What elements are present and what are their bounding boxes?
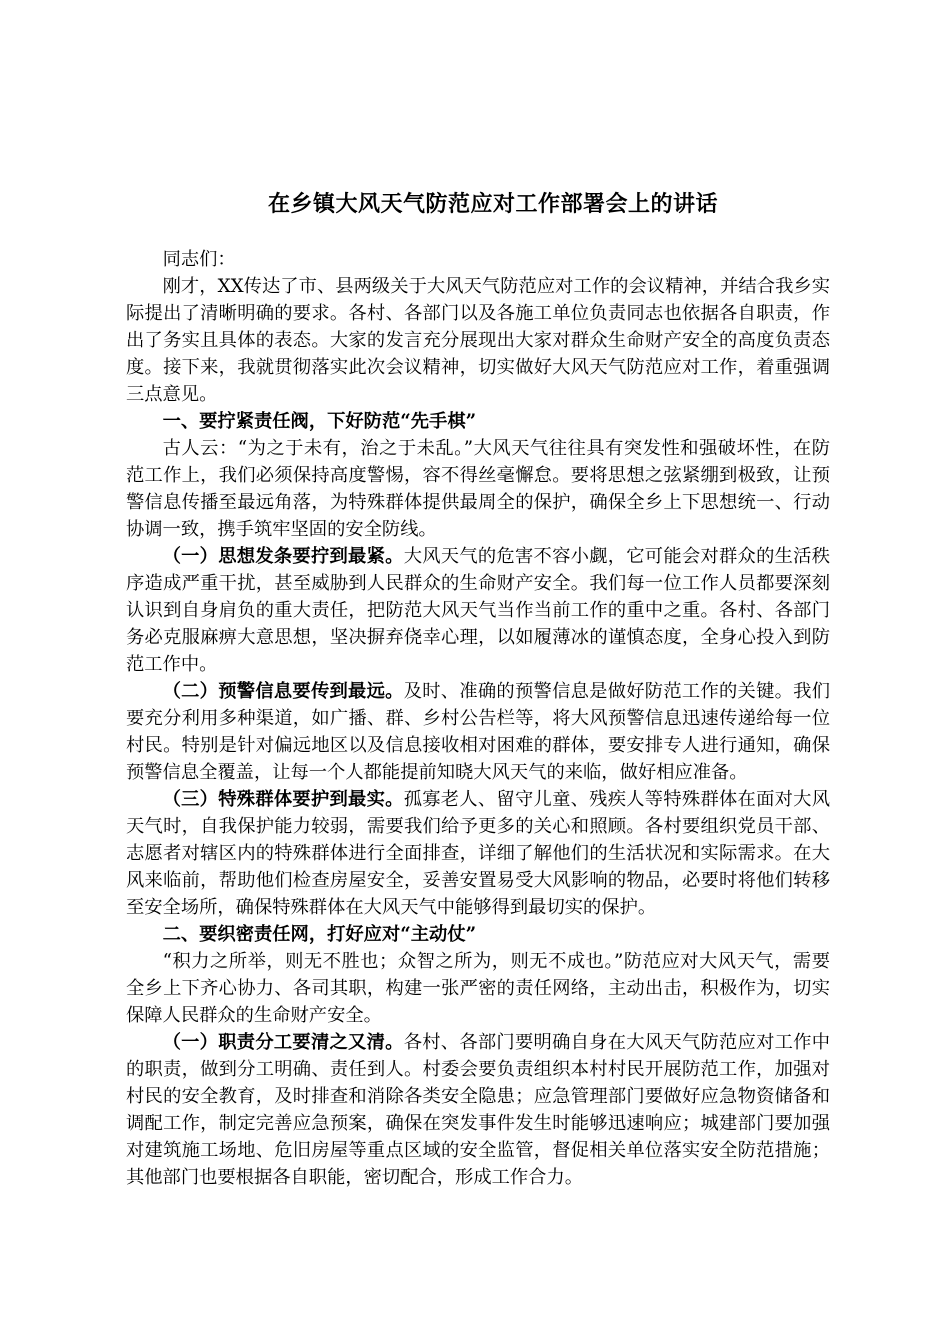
section-1-item-1 xyxy=(126,543,830,678)
section-1-item-3 xyxy=(126,786,830,921)
item-text: 及时、准确的预警信息是做好防范工作的关键。我们要充分利用多种渠道，如广播、群、乡村公告栏等，将大风预警信息迅速传递给每一位村民。特别是针对偏远地区以及信息接收相对困难的群体，要安排专人进行通知，确保预警信息全覆盖，让每一个人都能提前知晓大风天气的来临，做好相应准备。 xyxy=(126,681,831,783)
salutation: 同志们： xyxy=(162,249,236,270)
section-2-body: “积力之所举，则无不胜也；众智之所为，则无不成也。”防范应对大风天气，需要全乡上下齐心协力、各司其职，构建一张严密的责任网络，主动出击，积极作为，切实保障人民群众的生命财产安全。 xyxy=(126,951,830,1026)
item-lead: （二）预警信息要传到最远。 xyxy=(162,681,404,702)
intro-paragraph: 刚才，XX传达了市、县两级关于大风天气防范应对工作的会议精神，并结合我乡实际提出了清晰明确的要求。各村、各部门以及各施工单位负责同志也依据各自职责，作出了务实且具体的表态。大家的发言充分展现出大家对群众生命财产安全的高度负责态度。接下来，我就贯彻落实此次会议精神，切实做好大风天气防范应对工作，着重强调三点意见。 xyxy=(126,276,830,405)
section-2-item-1 xyxy=(126,1029,830,1191)
item-lead: （一）思想发条要拧到最紧。 xyxy=(162,546,404,567)
item-lead: （一）职责分工要清之又清。 xyxy=(162,1032,404,1053)
section-1-item-2 xyxy=(126,678,830,786)
section-1-body: 古人云：“为之于未有，治之于未乱。”大风天气往往具有突发性和强破坏性，在防范工作上，我们必须保持高度警惕，容不得丝毫懈怠。要将思想之弦紧绷到极致，让预警信息传播至最远角落，为特殊群体提供最周全的保护，确保全乡上下思想统一、行动协调一致，携手筑牢坚固的安全防线。 xyxy=(126,438,830,540)
section-2-heading: 二、要织密责任网，打好应对“主动仗” xyxy=(162,924,477,945)
section-1-heading: 一、要拧紧责任阀，下好防范“先手棋” xyxy=(162,411,477,432)
item-text: 孤寡老人、留守儿童、残疾人等特殊群体在面对大风天气时，自我保护能力较弱，需要我们给予更多的关心和照顾。各村要组织党员干部、志愿者对辖区内的特殊群体进行全面排查，详细了解他们的生活状况和实际需求。在大风来临前，帮助他们检查房屋安全，妥善安置易受大风影响的物品，必要时将他们转移至安全场所，确保特殊群体在大风天气中能够得到最切实的保护。 xyxy=(126,789,831,918)
document-title: 在乡镇大风天气防范应对工作部署会上的讲话 xyxy=(267,192,718,217)
item-text: 大风天气的危害不容小觑，它可能会对群众的生活秩序造成严重干扰，甚至威胁到人民群众的生命财产安全。我们每一位工作人员都要深刻认识到自身肩负的重大责任，把防范大风天气当作当前工作的重中之重。各村、各部门务必克服麻痹大意思想，坚决摒弃侥幸心理，以如履薄冰的谨慎态度，全身心投入到防范工作中。 xyxy=(126,546,831,675)
item-text: 各村、各部门要明确自身在大风天气防范应对工作中的职责，做到分工明确、责任到人。村委会要负责组织本村村民开展防范工作，加强对村民的安全教育，及时排查和消除各类安全隐患；应急管理部门要做好应急物资储备和调配工作，制定完善应急预案，确保在突发事件发生时能够迅速响应；城建部门要加强对建筑施工场地、危旧房屋等重点区域的安全监管，督促相关单位落实安全防范措施；其他部门也要根据各自职能，密切配合，形成工作合力。 xyxy=(126,1032,831,1188)
item-lead: （三）特殊群体要护到最实。 xyxy=(162,789,404,810)
